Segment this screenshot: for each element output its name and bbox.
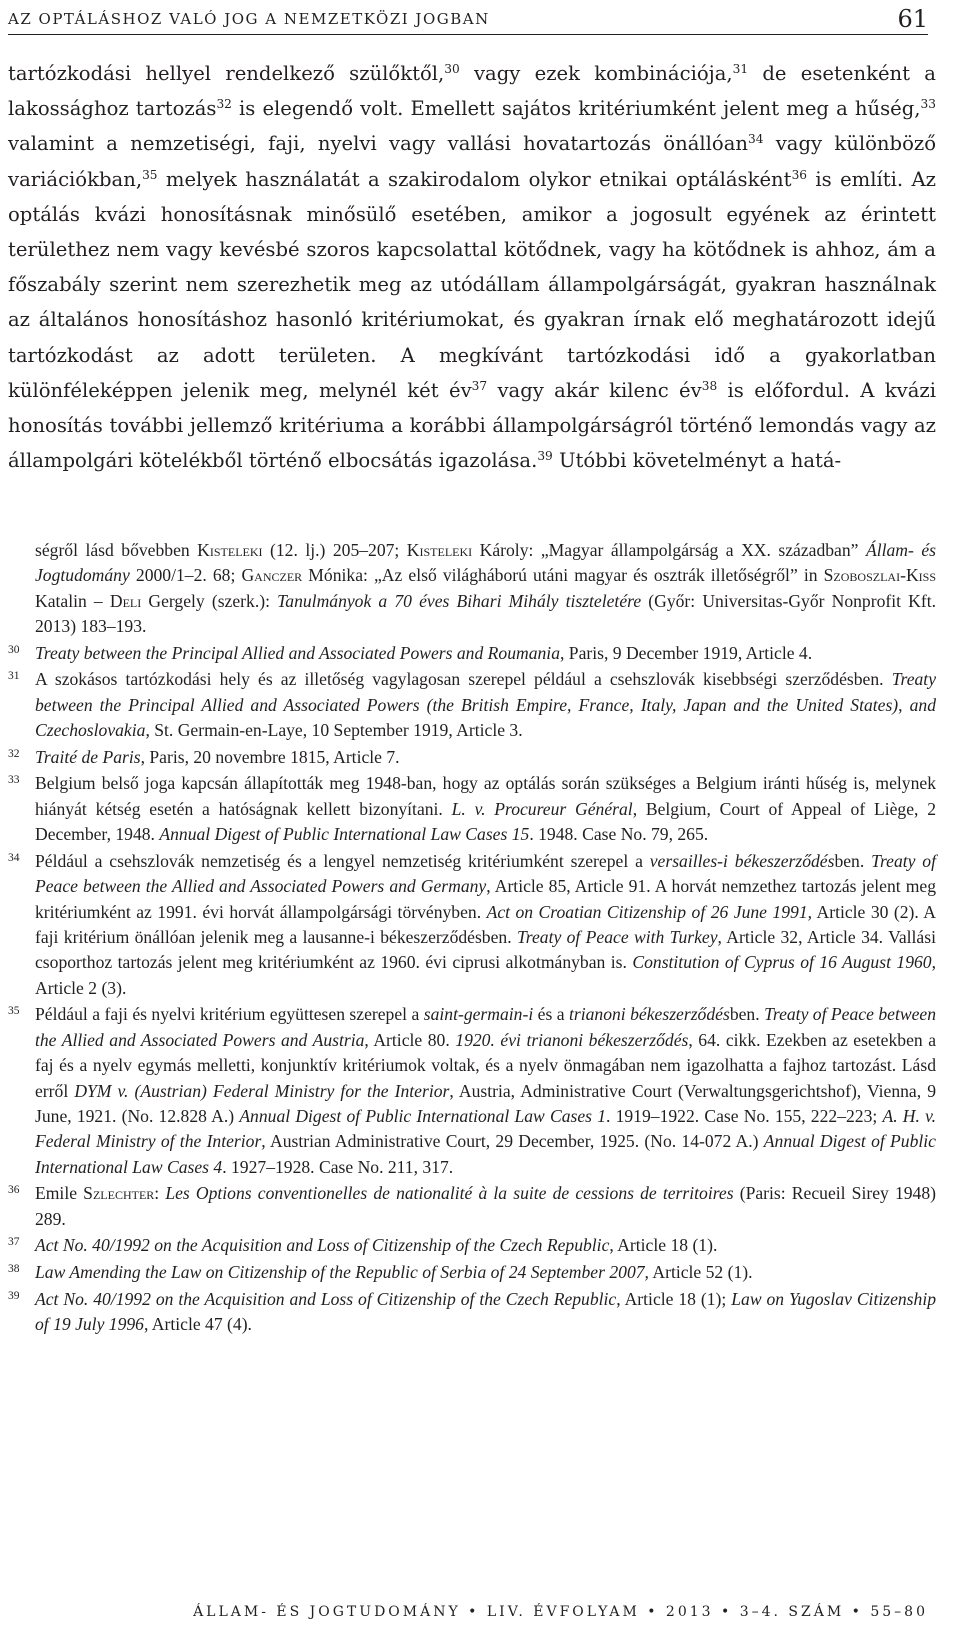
footnote <box>8 1260 936 1285</box>
footnote <box>8 1002 936 1180</box>
author-name: Szlechter <box>83 1183 155 1204</box>
footnote-text: ben. <box>834 850 872 871</box>
footnote-text: Károly: „Magyar állampolgárság a XX. században” <box>472 540 866 560</box>
body-text-run: valamint a nemzetiségi, faji, nyelvi vagy vallási hovatartozás önállóan <box>8 132 748 156</box>
footnote-number: 35 <box>8 1005 20 1018</box>
footnote-number: 36 <box>8 1184 20 1197</box>
page-number: 61 <box>897 5 928 33</box>
footnote <box>8 667 936 743</box>
author-name: Szoboszlai-Kiss <box>823 565 936 586</box>
citation-title: Annual Digest of Public International Law Cases 15 <box>159 824 530 845</box>
footnote <box>8 745 936 770</box>
citation-title: Law Amending the Law on Citizenship of the Republic of Serbia of 24 September 2007, <box>35 1262 649 1283</box>
footnote-text: Article 52 (1). <box>648 1262 753 1283</box>
footnote-text: , Article 32, Article 34. Vallási csoporthoz tartozás jelent meg kritériumként az 1960. évi ciprusi alkotmányban is. <box>35 927 936 973</box>
footnote-reference[interactable]: 34 <box>748 132 764 147</box>
citation-title: saint-germain-i <box>423 1004 534 1025</box>
footnote-number: 34 <box>8 851 20 864</box>
citation-title: Treaty of Peace between the Allied and Associated Powers and Germany <box>35 850 936 897</box>
footnote-reference[interactable]: 32 <box>216 97 232 112</box>
footnote-reference[interactable]: 36 <box>791 167 808 182</box>
footnote <box>8 771 936 847</box>
running-head-title: AZ OPTÁLÁSHOZ VALÓ JOG A NEMZETKÖZI JOGBAN <box>8 10 490 28</box>
footnote-text: , Paris, 20 novembre 1815, Article 7. <box>140 746 400 767</box>
footnote-text: : <box>154 1183 166 1204</box>
citation-title: L. v. Procureur Général <box>451 798 633 819</box>
footnote-reference[interactable]: 30 <box>444 61 460 76</box>
body-paragraph <box>8 56 936 478</box>
footnote-reference[interactable]: 35 <box>142 167 158 182</box>
citation-title: Treaty of Peace with Turkey <box>516 927 718 948</box>
footnote-text: , St. Germain-en-Laye, 10 September 1919, Article 3. <box>145 720 523 741</box>
citation-title: Treaty of Peace between the Allied and Associated Powers and Austria <box>35 1004 936 1050</box>
footnote-text: , Austria, Administrative Court (Verwaltungsgerichtshof), Vienna, 9 June, 1921. (No. 12.828 A.) <box>35 1080 937 1127</box>
journal-footer: ÁLLAM- ÉS JOGTUDOMÁNY • LIV. ÉVFOLYAM • 2013 • 3–4. SZÁM • 55–80 <box>193 1604 928 1620</box>
footnotes <box>8 538 936 1337</box>
footnote-text: A szokásos tartózkodási hely és az illetőség vagylagosan szerepel például a csehszlovák kisebbségi szerződésben. <box>35 669 892 690</box>
footnote-number: 30 <box>8 643 20 656</box>
citation-title: DYM v. (Austrian) Federal Ministry for the Interior <box>74 1080 450 1101</box>
footnote-text: (12. lj.) 205–207; <box>262 540 407 560</box>
citation-title: Állam- és Jogtudomány <box>35 540 936 586</box>
citation-title: Les Options conventionelles de nationalité à la suite de cessions de territoires <box>165 1183 734 1204</box>
citation-title: Act No. 40/1992 on the Acquisition and Loss of Citizenship of the Czech Republic <box>35 1288 617 1309</box>
body-text-run: vagy ezek kombinációja, <box>459 62 733 85</box>
footnote-number: 38 <box>8 1263 20 1276</box>
citation-title: Constitution of Cyprus of 16 August 1960 <box>632 952 932 973</box>
footnote-text: Mónika: „Az első világháború utáni magyar és osztrák illetőségről” in <box>302 565 824 586</box>
footnote-text: , 64. cikk. Ezekben az esetekben a faj és a nyelv egymás melletti, konjunktív kritériumok voltak, és a nyelv önmagában nem igazolhatta a fajhoz tartozást. Lásd erről <box>35 1029 937 1101</box>
body-text-run: Utóbbi követelményt a hatá- <box>552 449 842 473</box>
footnote-number: 37 <box>8 1236 20 1249</box>
footnote-text: (Paris: Recueil Sirey 1948) 289. <box>35 1183 936 1229</box>
citation-title: Treaty between the Principal Allied and Associated Powers (the British Empire, France, Italy, Japan and the United States), and Czechoslovakia <box>35 669 936 741</box>
citation-title: Annual Digest of Public International Law Cases 4 <box>35 1131 936 1177</box>
citation-title: Annual Digest of Public International Law Cases 1 <box>239 1106 606 1127</box>
footnote-text: Katalin – <box>35 590 110 611</box>
footnote-text: , Article 47 (4). <box>143 1314 252 1335</box>
footnote-number: 32 <box>8 747 20 760</box>
footnote-number: 39 <box>8 1289 20 1302</box>
footnote-text: . 1927–1928. Case No. 211, 317. <box>222 1156 454 1177</box>
footnote-text: , Article 18 (1). <box>609 1235 718 1256</box>
footnote <box>8 849 936 1001</box>
footnote-reference[interactable]: 39 <box>537 449 553 464</box>
footnote-text: (Győr: Universitas-Győr Nonprofit Kft. 2013) 183–193. <box>35 590 936 637</box>
footnote-text: , Article 80. <box>364 1029 456 1050</box>
footnote-reference[interactable]: 37 <box>471 378 488 393</box>
footnote <box>8 1287 936 1338</box>
body-text-run: tartózkodási hellyel rendelkező szülőktől, <box>8 62 445 85</box>
body-text-run: vagy különböző variációkban, <box>8 132 936 191</box>
running-head <box>8 4 928 35</box>
body-text-run: is elegendő volt. Emellett sajátos kritériumként jelent meg a hűség, <box>231 97 921 121</box>
footnote-text: ben. <box>729 1004 765 1025</box>
footnote-text: . 1948. Case No. 79, 265. <box>529 824 709 845</box>
footnote-text: Belgium belső joga kapcsán állapították meg 1948-ban, hogy az optálás során szükséges a Belgium iránti hűség is, melynek hiányát kétség esetén a hatóságnak kellett bizonyítani. <box>35 773 936 819</box>
body-text-run: vagy akár kilenc év <box>487 378 702 402</box>
footnote-number: 31 <box>8 670 20 683</box>
body-text-run: de esetenként a lakossághoz tartozás <box>8 62 936 121</box>
footnote-text: , Article 18 (1); <box>616 1288 732 1309</box>
citation-title: Treaty between the Principal Allied and Associated Powers and Roumania <box>35 642 560 663</box>
footnote-text: Emile <box>35 1183 84 1204</box>
footnote-reference[interactable]: 38 <box>701 378 718 393</box>
footnote-text: , Belgium, Court of Appeal of Liège, 2 December, 1948. <box>35 798 936 845</box>
footnote-text: , Paris, 9 December 1919, Article 4. <box>560 642 813 663</box>
citation-title: Act on Croatian Citizenship of 26 June 1991, <box>486 901 813 922</box>
footnote <box>8 1233 936 1258</box>
author-name: Kisteleki <box>406 540 473 560</box>
citation-title: 1920. évi trianoni békeszerződés <box>455 1029 689 1050</box>
footnote <box>8 641 936 666</box>
footnote-text: és a <box>533 1004 569 1025</box>
author-name: Deli <box>109 590 142 611</box>
footnote-text: , Article 85, Article 91. A horvát nemzethez tartozás jelent meg kritériumként az 1991. évi horvát állampolgársági törvényben. <box>35 876 936 922</box>
footnote-number: 33 <box>8 774 20 787</box>
footnote-reference[interactable]: 33 <box>920 97 936 112</box>
footnote-text: Article 30 (2). A faji kritérium önállóan jelenik meg a lausanne-i békeszerződésben. <box>35 901 937 948</box>
footnote-text: . 1919–1922. Case No. 155, 222–223; <box>606 1106 883 1127</box>
footnote-text: 2000/1–2. 68; <box>129 565 242 586</box>
author-name: Kisteleki <box>197 540 263 560</box>
citation-title: Act No. 40/1992 on the Acquisition and Loss of Citizenship of the Czech Republic <box>35 1235 610 1256</box>
citation-title: versailles-i békeszerződés <box>649 850 835 871</box>
citation-title: Law on Yugoslav Citizenship of 19 July 1996 <box>35 1288 937 1335</box>
author-name: Ganczer <box>241 565 303 586</box>
footnote-continuation <box>8 538 936 640</box>
citation-title: Traité de Paris <box>35 746 141 767</box>
footnote-text: Gergely (szerk.): <box>141 590 278 611</box>
footnote-text: ségről lásd bővebben <box>35 540 198 560</box>
citation-title: Tanulmányok a 70 éves Bihari Mihály tiszteletére <box>277 590 642 611</box>
footnote <box>8 1181 936 1232</box>
footnote-text: Például a faji és nyelvi kritérium együttesen szerepel a <box>35 1004 424 1025</box>
footnote-text: , Article 2 (3). <box>35 952 936 998</box>
footnote-reference[interactable]: 31 <box>732 61 749 76</box>
footnote-text: , Austrian Administrative Court, 29 December, 1925. (No. 14-072 A.) <box>261 1131 764 1152</box>
body-text-run: is említi. Az optálás kvázi honosításnak minősülő esetében, amikor a jogosult egyének az érintett területhez nem vagy kevésbé szoros kapcsolattal kötődnek, vagy ha kötődnek is ahhoz, ám a főszabály szerint nem szerezhetik meg az utódállam állampolgárságát, gyakran használnak az általános honosításhoz hasonló kritériumokat, és gyakran írnak elő meghatározott idejű tartózkodást az adott területen. A megkívánt tartózkodási idő a gyakorlatban különféleképpen jelenik meg, melynél két év <box>8 167 936 402</box>
citation-title: A. H. v. Federal Ministry of the Interior <box>35 1106 936 1152</box>
citation-title: trianoni békeszerződés <box>569 1004 730 1025</box>
footnote-text: Például a csehszlovák nemzetiség és a lengyel nemzetiség kritériumként szerepel a <box>35 850 650 871</box>
body-text-run: is előfordul. A kvázi honosítás további jellemző kritériuma a korábbi állampolgárságról történő lemondás vagy az állampolgári kötelékből történő elbocsátás igazolása. <box>8 378 936 473</box>
body-text-run: melyek használatát a szakirodalom olykor etnikai optálásként <box>157 167 792 191</box>
